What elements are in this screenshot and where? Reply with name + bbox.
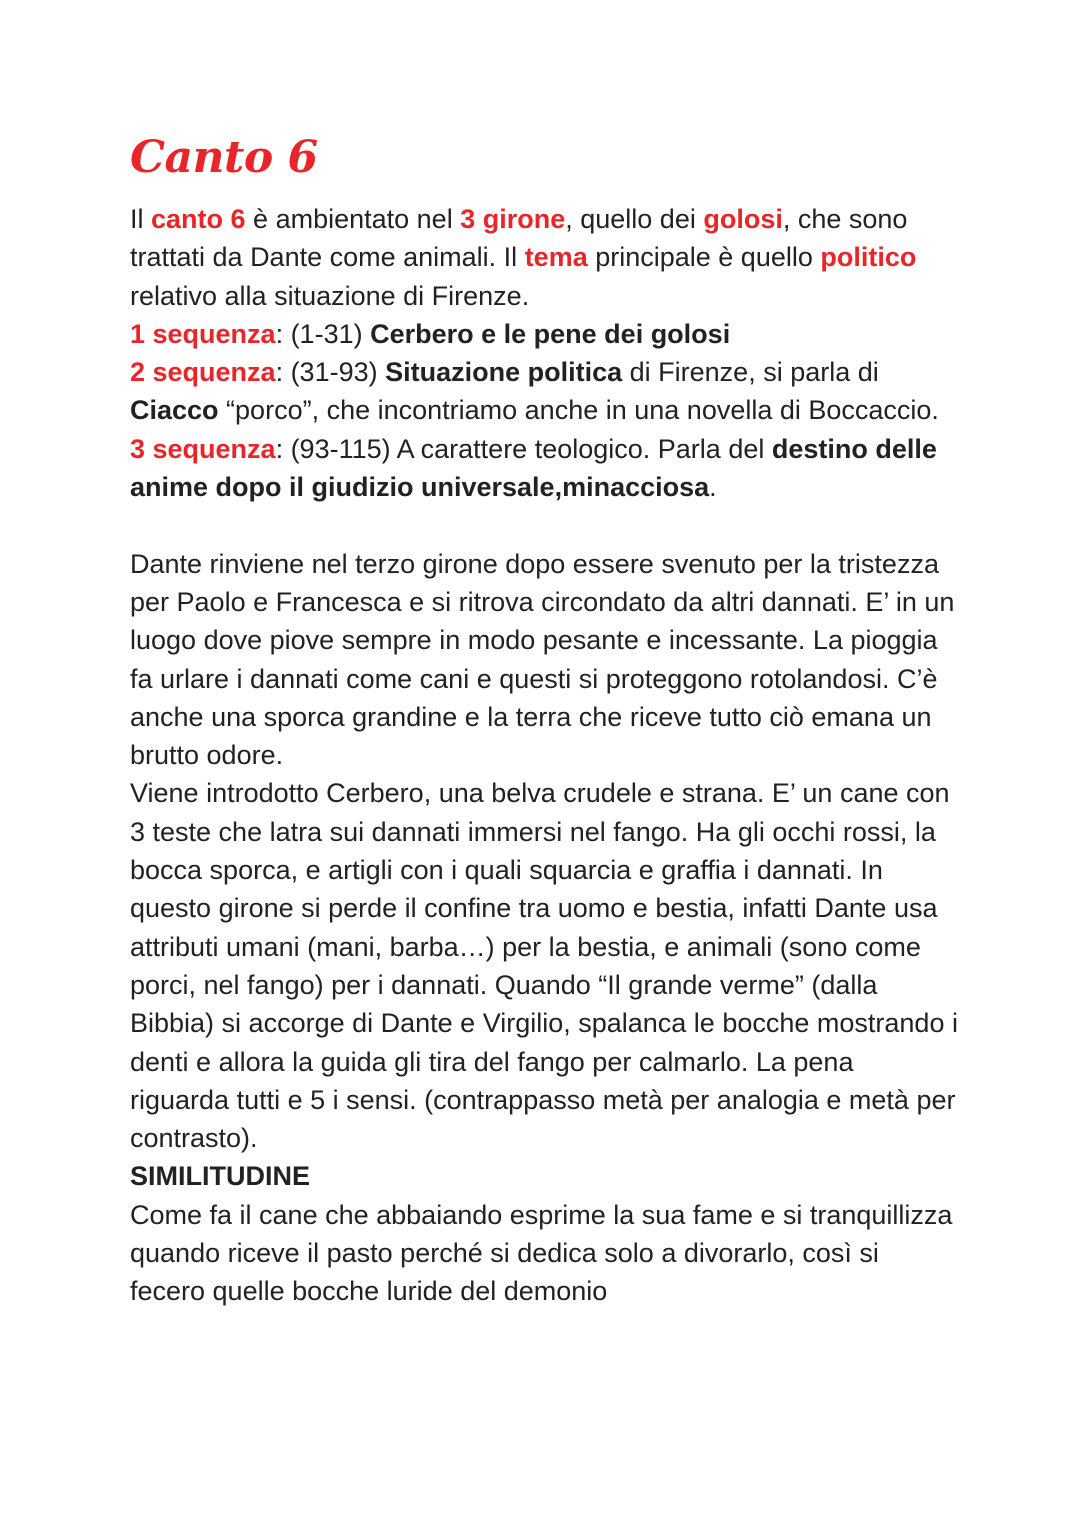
section-heading: SIMILITUDINE	[130, 1161, 310, 1192]
sequence-label: 3 sequenza	[130, 433, 276, 464]
sequence-1: 1 sequenza: (1-31) Cerbero e le pene dei golosi	[130, 318, 731, 349]
highlight-politico: politico	[820, 242, 917, 273]
sequence-label: 2 sequenza	[130, 357, 276, 388]
intro-paragraph: Il canto 6 è ambientato nel 3 girone, quello dei golosi, che sono trattati da Dante come animali. Il tema principale è quello politico relativo alla situazione di Firenze.	[130, 204, 917, 311]
body-paragraph-3: Come fa il cane che abbaiando esprime la sua fame e si tranquillizza quando riceve il pasto perché si dedica solo a divorarlo, così si fecero quelle bocche luride del demonio	[130, 1199, 953, 1307]
paragraph-spacer	[130, 506, 960, 544]
page-title: Canto 6	[130, 132, 318, 183]
highlight-golosi: golosi	[703, 204, 783, 234]
highlight-girone: 3 girone	[460, 204, 566, 234]
sequence-label: 1 sequenza	[130, 318, 276, 349]
highlight-tema: tema	[524, 242, 588, 273]
sequence-2: 2 sequenza: (31-93) Situazione politica di Firenze, si parla di Ciacco “porco”, che incontriamo anche in una novella di Boccaccio.	[130, 357, 939, 426]
sequence-3: 3 sequenza: (93-115) A carattere teologico. Parla del destino delle anime dopo il giudizio universale,minacciosa.	[130, 433, 937, 503]
body-paragraph-1: Dante rinviene nel terzo girone dopo essere svenuto per la tristezza per Paolo e Francesca e si ritrova circondato da altri dannati. E’ in un luogo dove piove sempre in modo pesante e incessante. La pioggia fa urlare i dannati come cani e questi si proteggono rotolandosi. C’è anche una sporca grandine e la terra che riceve tutto ciò emana un brutto odore.	[130, 548, 955, 771]
highlight-canto: canto 6	[151, 204, 246, 234]
document-page	[130, 128, 960, 1311]
body-paragraph-2: Viene introdotto Cerbero, una belva crudele e strana. E’ un cane con 3 teste che latra sui dannati immersi nel fango. Ha gli occhi rossi, la bocca sporca, e artigli con i quali squarcia e graffia i dannati. In questo girone si perde il confine tra uomo e bestia, infatti Dante usa attributi umani (mani, barba…) per la bestia, e animali (sono come porci, nel fango) per i dannati. Quando “Il grande verme” (dalla Bibbia) si accorge di Dante e Virgilio, spalanca le bocche mostrando i denti e allora la guida gli tira del fango per calmarlo. La pena riguarda tutti e 5 i sensi. (contrappasso metà per analogia e metà per contrasto).	[130, 778, 958, 1154]
